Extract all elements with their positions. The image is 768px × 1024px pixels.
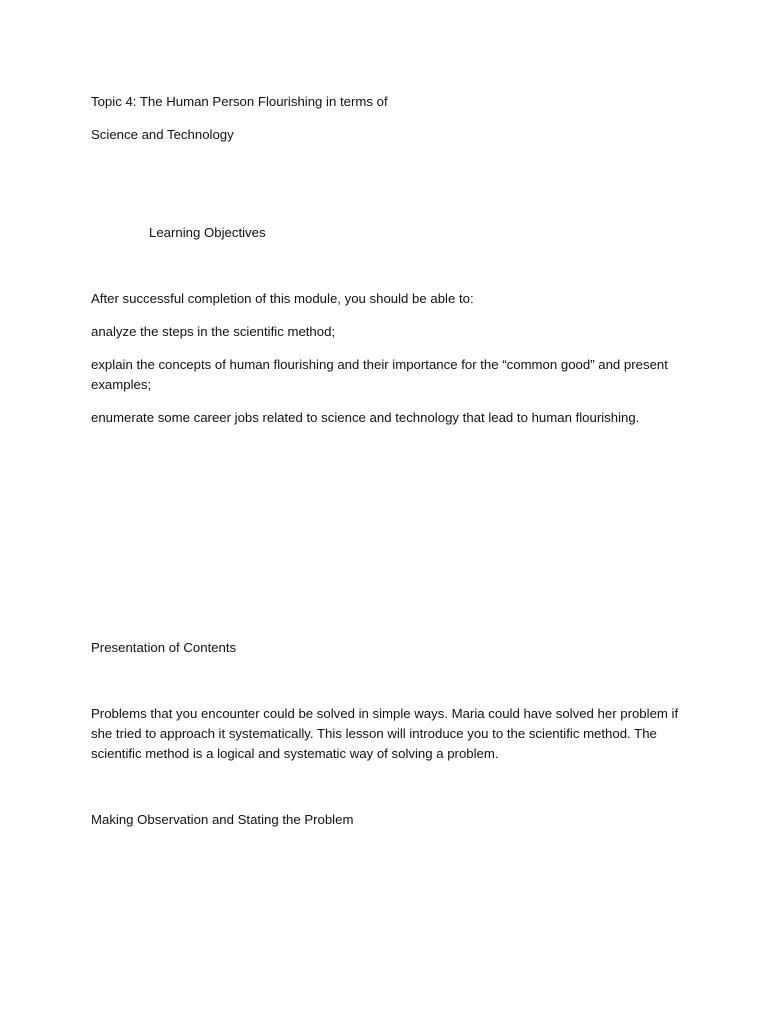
- objectives-intro: After successful completion of this module, you should be able to:: [91, 291, 474, 306]
- topic-title-line-2: Science and Technology: [91, 127, 234, 142]
- section-heading: Making Observation and Stating the Problem: [91, 812, 354, 827]
- presentation-of-contents-heading: Presentation of Contents: [91, 640, 237, 655]
- learning-objectives-heading: Learning Objectives: [149, 225, 266, 240]
- objective-item: analyze the steps in the scientific method;: [91, 324, 336, 339]
- objective-item: enumerate some career jobs related to science and technology that lead to human flourishing.: [91, 410, 640, 425]
- topic-title-line-1: Topic 4: The Human Person Flourishing in terms of: [91, 94, 388, 109]
- contents-paragraph: Problems that you encounter could be solved in simple ways. Maria could have solved her problem if she tried to approach it systematically. This lesson will introduce you to the scientific method. The scientific method is a logical and systematic way of solving a problem.: [91, 706, 679, 761]
- objective-item: explain the concepts of human flourishing and their importance for the “common good” and present examples;: [91, 357, 668, 392]
